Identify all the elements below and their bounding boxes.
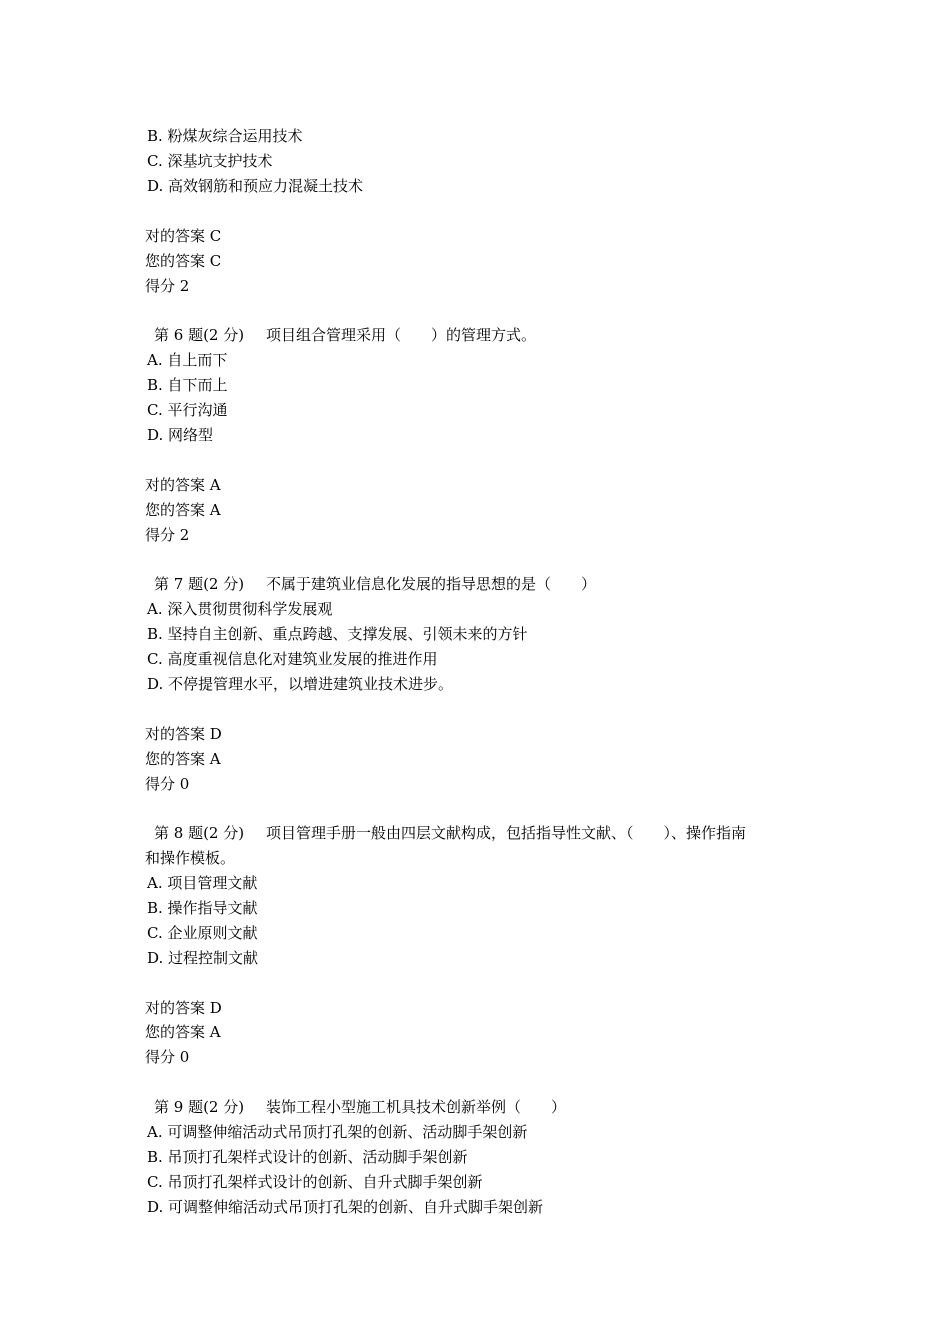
correct-answer: 对的答案 D (145, 725, 222, 743)
score: 得分 0 (145, 775, 190, 793)
your-answer: 您的答案 C (145, 252, 222, 270)
correct-answer: 对的答案 C (145, 227, 222, 245)
your-answer: 您的答案 A (145, 501, 221, 519)
question-text: 不属于建筑业信息化发展的指导思想的是（ ） (266, 575, 597, 593)
option-c: C. 深基坑支护技术 (147, 152, 273, 170)
score: 得分 2 (145, 277, 190, 295)
option-c: C. 高度重视信息化对建筑业发展的推进作用 (147, 650, 438, 668)
score: 得分 0 (145, 1048, 190, 1066)
your-answer: 您的答案 A (145, 1023, 221, 1041)
option-a: A. 自上而下 (147, 351, 228, 369)
option-a: A. 可调整伸缩活动式吊顶打孔架的创新、活动脚手架创新 (147, 1123, 528, 1141)
option-b: B. 操作指导文献 (147, 899, 258, 917)
option-d: D. 不停提管理水平，以增进建筑业技术进步。 (147, 675, 454, 693)
option-a: A. 深入贯彻贯彻科学发展观 (147, 600, 333, 618)
option-b: B. 坚持自主创新、重点跨越、支撑发展、引领未来的方针 (147, 625, 528, 643)
question-text: 项目管理手册一般由四层文献构成，包括指导性文献、（ ）、操作指南 (266, 824, 747, 842)
option-c: C. 企业原则文献 (147, 924, 258, 942)
question-header (154, 1097, 566, 1117)
option-d: D. 高效钢筋和预应力混凝土技术 (147, 177, 364, 195)
correct-answer: 对的答案 A (145, 476, 221, 494)
your-answer: 您的答案 A (145, 750, 221, 768)
option-d: D. 网络型 (147, 426, 214, 444)
question-text: 装饰工程小型施工机具技术创新举例（ ） (266, 1098, 567, 1116)
option-c: C. 吊顶打孔架样式设计的创新、自升式脚手架创新 (147, 1173, 483, 1191)
question-text-continued: 和操作模板。 (145, 849, 236, 867)
question-number: 第 8 题(2 分) (154, 824, 245, 842)
option-b: B. 吊顶打孔架样式设计的创新、活动脚手架创新 (147, 1148, 468, 1166)
question-number: 第 9 题(2 分) (154, 1098, 245, 1116)
correct-answer: 对的答案 D (145, 999, 222, 1017)
option-c: C. 平行沟通 (147, 401, 228, 419)
question-text: 项目组合管理采用（ ）的管理方式。 (266, 326, 537, 344)
option-d: D. 可调整伸缩活动式吊顶打孔架的创新、自升式脚手架创新 (147, 1198, 544, 1216)
question-header (154, 823, 746, 843)
option-b: B. 粉煤灰综合运用技术 (147, 127, 303, 145)
score: 得分 2 (145, 526, 190, 544)
option-a: A. 项目管理文献 (147, 874, 258, 892)
question-number: 第 7 题(2 分) (154, 575, 245, 593)
option-d: D. 过程控制文献 (147, 949, 259, 967)
question-number: 第 6 题(2 分) (154, 326, 245, 344)
option-b: B. 自下而上 (147, 376, 228, 394)
question-header (154, 325, 536, 345)
question-header (154, 574, 596, 594)
